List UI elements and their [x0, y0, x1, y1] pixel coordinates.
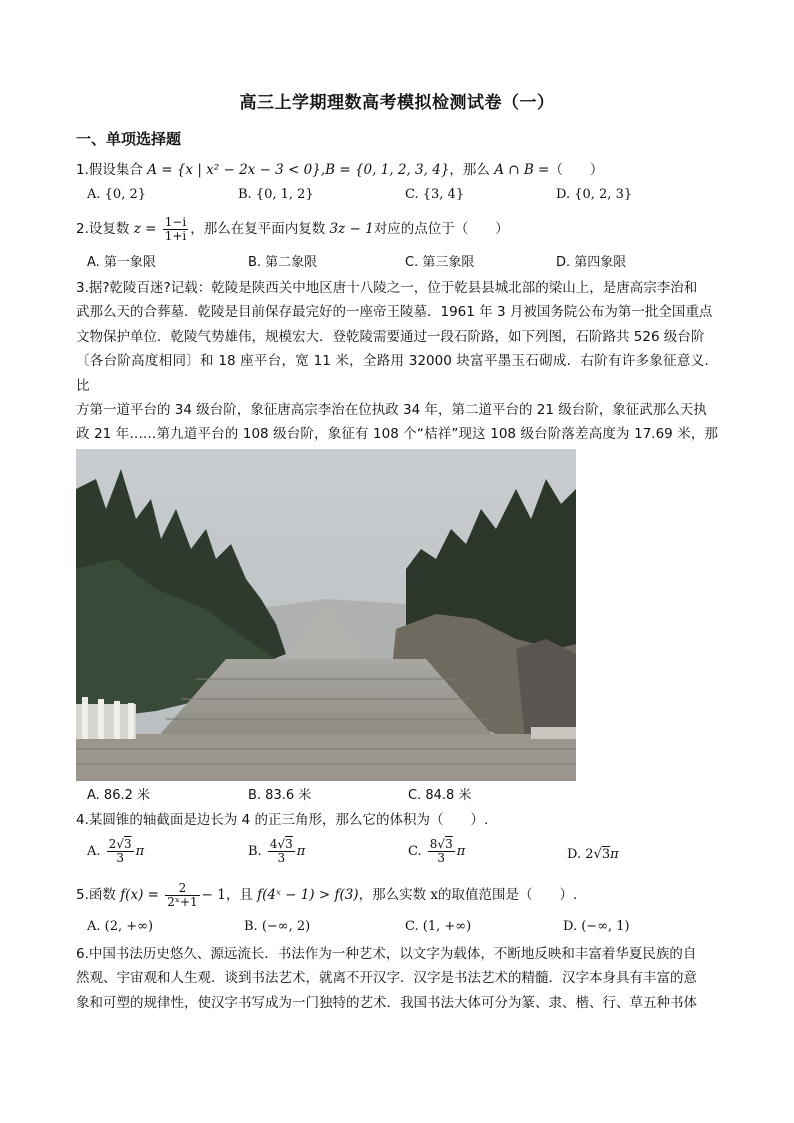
question-4: 4.某圆锥的轴截面是边长为 4 的正三角形，那么它的体积为（ ）.	[76, 812, 489, 828]
q5-option-c[interactable]: C. (1, +∞)	[405, 919, 472, 934]
q5-option-a[interactable]: A. (2, +∞)	[87, 919, 154, 934]
q5-option-d[interactable]: D. (−∞, 1)	[563, 919, 630, 934]
set-b: ,B = {0, 1, 2, 3, 4}	[320, 162, 450, 178]
q2-option-d[interactable]: D. 第四象限	[556, 255, 627, 270]
intersection-expr: A ∩ B =	[494, 162, 550, 178]
page-title: 高三上学期理数高考模拟检测试卷（一）	[239, 93, 555, 113]
question-5: 5.函数 f(x) = $\frac{2}{\text{2ˣ+1}}$ − 1，且 f(4ˣ − 1) > f(3)，那么实数 x的取值范围是（ ）.	[76, 880, 578, 909]
q2-option-c[interactable]: C. 第三象限	[405, 255, 475, 270]
question-3: 3.据?乾陵百迷?记载：乾陵是陕西关中地区唐十八陵之一，位于乾县县城北部的梁山上，是唐高宗李治和 武那么天的合葬墓．乾陵是目前保存最完好的一座帝王陵墓．1961 年 3 月被国务院公布为第一批全国重点 文物保护单位．乾陵气势雄伟，规模宏大．登乾陵需要通过一段石阶路，如下列图，石阶路共 526 级台阶 〔各台阶高度相同〕和 18 座平台，宽 11 米，全路用 32000 块富平墨玉石砌成．右阶有许多象征意义．比 方第一道平台的 34 级台阶，象征唐高宗李治在位执政 34 年，第二道平台的 21 级台阶，象征武那么天执 政 21 年……第九道平台的 108 级台阶，象征有 108 个“桔祥”现这 108 级台阶落差高度为 17.69 米，那	[76, 280, 718, 443]
q4-option-d[interactable]: D. 2√3π	[567, 847, 619, 862]
question-6: 6.中国书法历史悠久、源远流长．书法作为一种艺术，以文字为载体，不断地反映和丰富着华夏民族的自 然观、宇宙观和人生观．谈到书法艺术，就离不开汉字．汉字是书法艺术的精髓．汉字本身具有丰富的意 象和可塑的规律性，使汉字书写成为一门独特的艺术．我国书法大体可分为篆、隶、楷、行、草五种书体	[76, 946, 697, 1011]
q5-option-b[interactable]: B. (−∞, 2)	[244, 919, 311, 934]
q2-option-a[interactable]: A. 第一象限	[87, 255, 156, 270]
q1-option-a[interactable]: A. {0, 2}	[87, 187, 147, 202]
question-2: 2.设复数 z = $\frac{1-i}{1+i}$ ，那么在复平面内复数 3z − 1对应的点位于（ ）	[76, 214, 509, 243]
q1-option-d[interactable]: D. {0, 2, 3}	[556, 187, 633, 202]
fraction: $\frac{2}{\text{2ˣ+1}}$	[167, 880, 198, 909]
question-1: 1.假设集合 A = {x | x² − 2x − 3 < 0},B = {0, 1, 2, 3, 4}，那么 A ∩ B =（ ）	[76, 162, 604, 178]
q3-option-c[interactable]: C. 84.8 米	[408, 788, 472, 803]
q1-option-c[interactable]: C. {3, 4}	[405, 187, 465, 202]
set-a: A = {x | x² − 2x − 3 < 0}	[147, 162, 321, 178]
q3-option-a[interactable]: A. 86.2 米	[87, 788, 151, 803]
q1-option-b[interactable]: B. {0, 1, 2}	[238, 187, 314, 202]
q2-option-b[interactable]: B. 第二象限	[248, 255, 318, 270]
q4-option-b[interactable]: B. $\frac{4√3}{3}$ π	[248, 837, 306, 865]
q4-option-c[interactable]: C. $\frac{8√3}{3}$ π	[408, 837, 466, 865]
fraction: $\frac{1-i}{1+i}$	[164, 214, 187, 243]
q3-option-b[interactable]: B. 83.6 米	[248, 788, 312, 803]
q4-option-a[interactable]: A. $\frac{2√3}{3}$ π	[87, 837, 145, 865]
stairway-photo	[76, 449, 576, 781]
section-heading: 一、单项选择题	[76, 130, 182, 148]
